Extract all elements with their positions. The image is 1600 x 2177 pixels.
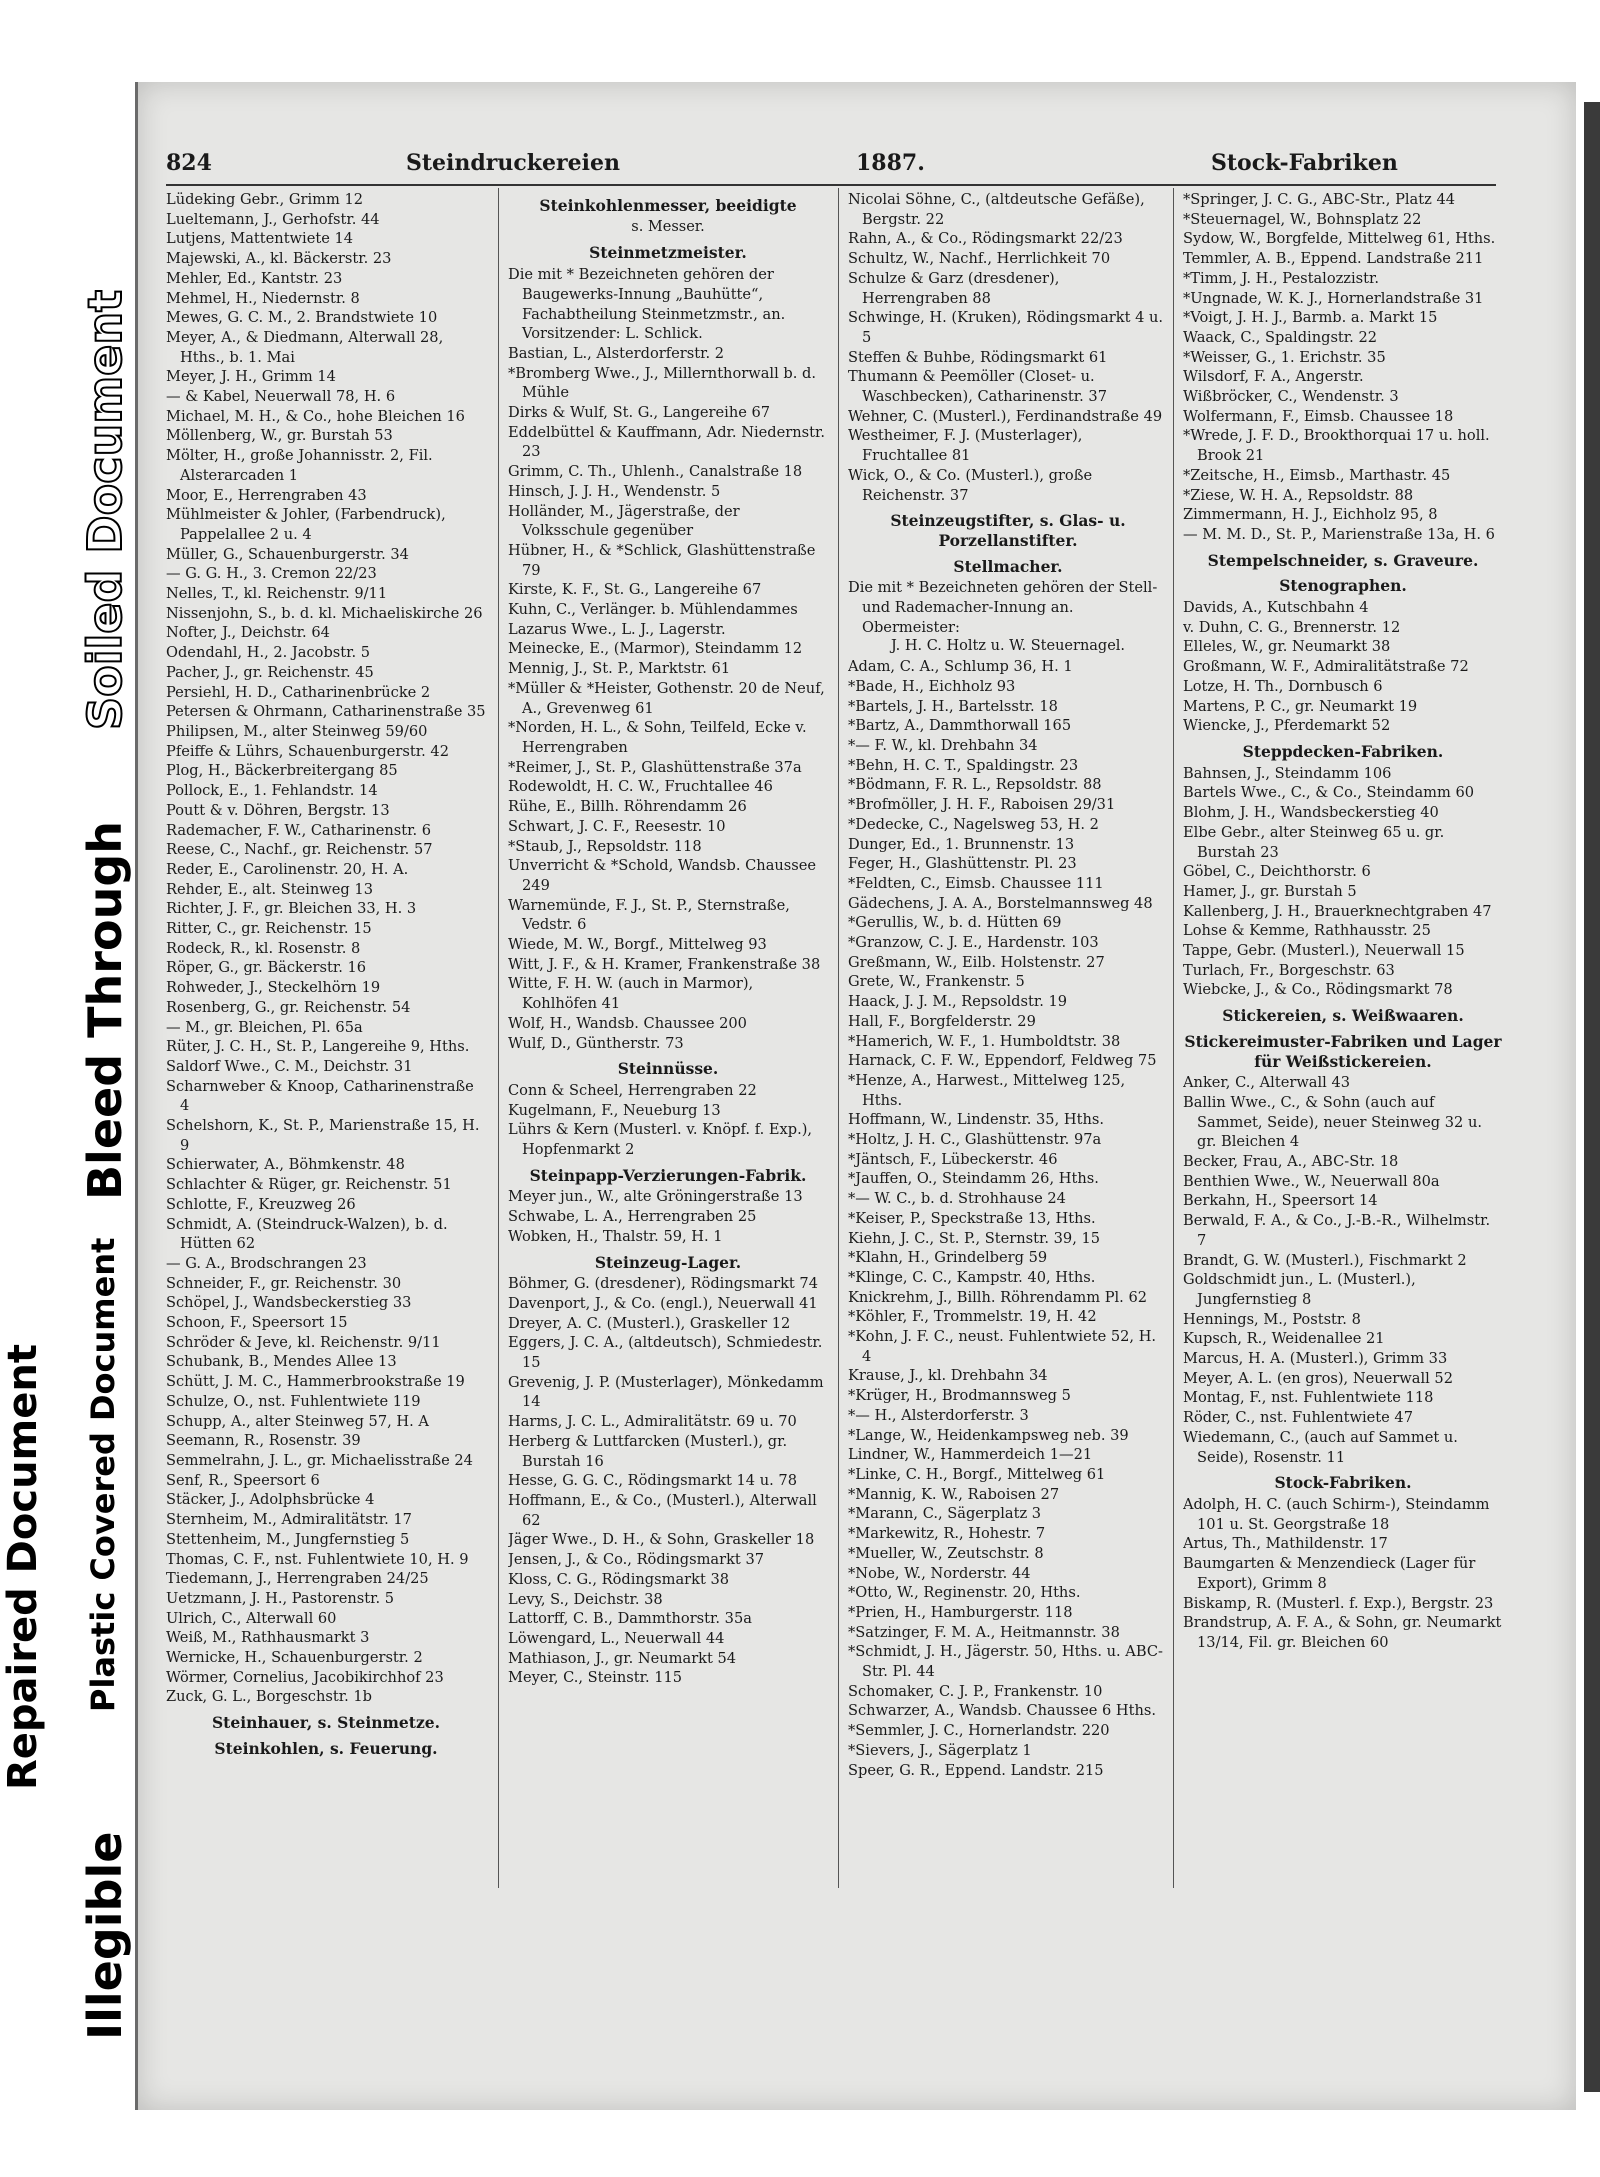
directory-entry: Temmler, A. B., Eppend. Landstraße 211 [1183, 250, 1484, 268]
directory-entry: Meyer, C., Steinstr. 115 [508, 1669, 683, 1687]
directory-entry: *Mueller, W., Zeutschstr. 8 [848, 1544, 1044, 1562]
directory-entry: Wißbröcker, C., Wendenstr. 3 [1183, 388, 1399, 406]
directory-entry: Wick, O., & Co. (Musterl.), große Reichenstr. 37 [848, 466, 1093, 504]
directory-entry: Lattorff, C. B., Dammthorstr. 35a [508, 1610, 752, 1628]
directory-entry: *Köhler, F., Trommelstr. 19, H. 42 [848, 1308, 1097, 1326]
directory-entry: Schöpel, J., Wandsbeckerstieg 33 [166, 1294, 412, 1312]
directory-entry: *Steuernagel, W., Bohnsplatz 22 [1183, 210, 1422, 228]
directory-entry: Kiehn, J. C., St. P., Sternstr. 39, 15 [848, 1229, 1101, 1247]
section-heading: Steinzeug-Lager. [594, 1252, 742, 1272]
directory-entry: Moor, E., Herrengraben 43 [166, 486, 367, 504]
directory-entry: *Bartz, A., Dammthorwall 165 [848, 717, 1072, 735]
section-heading: Stock-Fabriken. [1274, 1473, 1412, 1493]
directory-entry: *Semmler, J. C., Hornerlandstr. 220 [848, 1722, 1110, 1740]
directory-entry: *Jäntsch, F., Lübeckerstr. 46 [848, 1150, 1058, 1168]
directory-entry: — G. G. H., 3. Cremon 22/23 [166, 565, 377, 583]
directory-entry: *Brofmöller, J. H. F., Raboisen 29/31 [848, 796, 1116, 814]
directory-entry: *Voigt, J. H. J., Barmb. a. Markt 15 [1183, 309, 1438, 327]
directory-entry: Wolfermann, F., Eimsb. Chaussee 18 [1183, 407, 1454, 425]
directory-entry: — M. M. D., St. P., Marienstraße 13a, H. 6 [1183, 525, 1495, 543]
directory-entry: *Granzow, C. J. E., Hardenstr. 103 [848, 934, 1099, 952]
directory-entry: Haack, J. J. M., Repsoldstr. 19 [848, 993, 1068, 1011]
directory-entry: Schütt, J. M. C., Hammerbrookstraße 19 [166, 1373, 465, 1391]
directory-entry: Wulf, D., Güntherstr. 73 [508, 1034, 684, 1052]
directory-entry: *Klinge, C. C., Kampstr. 40, Hths. [848, 1268, 1096, 1286]
directory-entry: Lueltemann, J., Gerhofstr. 44 [166, 210, 380, 228]
directory-entry: Pfeiffe & Lührs, Schauenburgerstr. 42 [166, 742, 449, 760]
directory-entry: Kirste, K. F., St. G., Langereihe 67 [508, 581, 762, 599]
directory-entry: Gädechens, J. A. A., Borstelmannsweg 48 [848, 894, 1153, 912]
directory-entry: *Nobe, W., Norderstr. 44 [848, 1564, 1031, 1582]
directory-entry: Nissenjohn, S., b. d. kl. Michaeliskirche 26 [166, 604, 483, 622]
directory-entry: Lazarus Wwe., L. J., Lagerstr. [508, 620, 726, 638]
directory-entry: *Markewitz, R., Hohestr. 7 [848, 1525, 1046, 1543]
directory-entry: Michael, M. H., & Co., hohe Bleichen 16 [166, 407, 465, 425]
directory-entry: Bastian, L., Alsterdorferstr. 2 [508, 344, 725, 362]
directory-entry: *Keiser, P., Speckstraße 13, Hths. [848, 1209, 1096, 1227]
section-heading: Steinkohlen, s. Feuerung. [214, 1738, 438, 1758]
directory-entry: Petersen & Ohrmann, Catharinenstraße 35 [166, 703, 486, 721]
directory-entry: Brandstrup, A. F. A., & Sohn, gr. Neumarkt 13/14, Fil. gr. Bleichen 60 [1183, 1614, 1502, 1651]
section-heading: Steinpapp-Verzierungen-Fabrik. [529, 1165, 807, 1185]
directory-entry: *Hamerich, W. F., 1. Humboldtstr. 38 [848, 1032, 1121, 1050]
section-heading: Steinhauer, s. Steinmetze. [211, 1713, 441, 1733]
directory-entry: Pacher, J., gr. Reichenstr. 45 [166, 663, 374, 681]
directory-entry: Unverricht & *Schold, Wandsb. Chaussee 249 [508, 857, 817, 894]
directory-entry: *Klahn, H., Grindelberg 59 [848, 1249, 1048, 1267]
directory-entry: Wörmer, Cornelius, Jacobikirchhof 23 [166, 1668, 444, 1686]
directory-entry: Röper, G., gr. Bäckerstr. 16 [166, 959, 367, 977]
directory-entry: Jäger Wwe., D. H., & Sohn, Graskeller 18 [508, 1531, 815, 1549]
directory-entry: Schulze, O., nst. Fuhlentwiete 119 [166, 1392, 421, 1410]
directory-entry: Elleles, W., gr. Neumarkt 38 [1183, 638, 1391, 656]
directory-entry: Davids, A., Kutschbahn 4 [1183, 599, 1369, 617]
directory-entry: Schelshorn, K., St. P., Marienstraße 15, H. 9 [166, 1117, 480, 1154]
directory-entry: Schoon, F., Speersort 15 [166, 1314, 348, 1332]
directory-entry: Lührs & Kern (Musterl. v. Knöpf. f. Exp.), Hopfenmarkt 2 [508, 1121, 813, 1159]
section-heading: Steinkohlenmesser, beeidigte [539, 196, 797, 215]
directory-entry: Grete, W., Frankenstr. 5 [848, 973, 1025, 991]
directory-entry: Schierwater, A., Böhmkenstr. 48 [166, 1156, 405, 1174]
directory-entry: Biskamp, R. (Musterl. f. Exp.), Bergstr. 23 [1183, 1594, 1494, 1612]
directory-entry: Dreyer, A. C. (Musterl.), Graskeller 12 [508, 1314, 791, 1332]
directory-entry: Meyer, A., & Diedmann, Alterwall 28, Hths., b. 1. Mai [166, 328, 444, 366]
directory-entry: Sternheim, M., Admiralitätstr. 17 [166, 1511, 412, 1529]
directory-entry: Rohweder, J., Steckelhörn 19 [166, 979, 381, 997]
directory-entry: Westheimer, F. J. (Musterlager), Fruchtallee 81 [848, 427, 1083, 465]
directory-entry: Majewski, A., kl. Bäckerstr. 23 [166, 250, 392, 268]
directory-entry: Röder, C., nst. Fuhlentwiete 47 [1183, 1409, 1413, 1427]
directory-entry: Weiß, M., Rathhausmarkt 3 [166, 1629, 370, 1647]
directory-entry: Hoffmann, W., Lindenstr. 35, Hths. [848, 1111, 1104, 1129]
directory-entry: Philipsen, M., alter Steinweg 59/60 [166, 722, 428, 740]
directory-entry: Kupsch, R., Weidenallee 21 [1183, 1330, 1385, 1348]
column-divider [498, 188, 499, 1888]
directory-entry: Odendahl, H., 2. Jacobstr. 5 [166, 644, 371, 662]
directory-entry: Hinsch, J. J. H., Wendenstr. 5 [508, 482, 721, 500]
directory-entry: Rosenberg, G., gr. Reichenstr. 54 [166, 998, 411, 1016]
directory-entry: *Gerullis, W., b. d. Hütten 69 [848, 914, 1062, 932]
directory-entry: Schwart, J. C. F., Reesestr. 10 [508, 817, 726, 835]
directory-entry: Reder, E., Carolinenstr. 20, H. A. [166, 860, 409, 878]
directory-entry: Rahn, A., & Co., Rödingsmarkt 22/23 [848, 230, 1123, 248]
directory-entry: Levy, S., Deichstr. 38 [508, 1590, 663, 1608]
directory-entry: Davenport, J., & Co. (engl.), Neuerwall 41 [508, 1294, 818, 1312]
directory-entry: Marcus, H. A. (Musterl.), Grimm 33 [1183, 1350, 1448, 1368]
directory-entry: Löwengard, L., Neuerwall 44 [508, 1629, 725, 1647]
directory-entry: Eggers, J. C. A., (altdeutsch), Schmiedestr. 15 [508, 1334, 823, 1372]
directory-entry: Schulze & Garz (dresdener), Herrengraben 88 [848, 269, 1060, 307]
directory-entry: *Mannig, K. W., Raboisen 27 [848, 1485, 1060, 1503]
directory-entry: Harnack, C. F. W., Eppendorf, Feldweg 75 [848, 1052, 1157, 1070]
column-3 [848, 190, 1168, 1780]
scanned-page [135, 82, 1576, 2110]
directory-entry: Feger, H., Glashüttenstr. Pl. 23 [848, 855, 1077, 873]
directory-entry: Grevenig, J. P. (Musterlager), Mönkedamm 14 [508, 1373, 824, 1411]
directory-entry: *Feldten, C., Eimsb. Chaussee 111 [848, 874, 1104, 892]
label-soiled-document: Soiled Document [78, 289, 132, 730]
directory-entry: Seemann, R., Rosenstr. 39 [166, 1432, 361, 1450]
directory-entry: Ulrich, C., Alterwall 60 [166, 1609, 337, 1627]
directory-entry: Reese, C., Nachf., gr. Reichenstr. 57 [166, 841, 433, 859]
directory-entry: Ballin Wwe., C., & Sohn (auch auf Sammet, Seide), neuer Steinweg 32 u. gr. Bleichen 4 [1183, 1093, 1483, 1151]
directory-entry: Conn & Scheel, Herrengraben 22 [508, 1081, 757, 1099]
directory-entry: Berwald, F. A., & Co., J.-B.-R., Wilhelmstr. 7 [1183, 1212, 1491, 1249]
directory-entry: Nicolai Söhne, C., (altdeutsche Gefäße), Bergstr. 22 [848, 191, 1145, 228]
directory-entry: *Sievers, J., Sägerplatz 1 [848, 1741, 1032, 1759]
directory-entry: Krause, J., kl. Drehbahn 34 [848, 1367, 1048, 1385]
directory-entry: Baumgarten & Menzendieck (Lager für Export), Grimm 8 [1183, 1555, 1476, 1592]
directory-entry: Ritter, C., gr. Reichenstr. 15 [166, 920, 372, 938]
directory-entry: Mehler, Ed., Kantstr. 23 [166, 269, 343, 287]
directory-entry: Hoffmann, E., & Co., (Musterl.), Alterwall 62 [508, 1492, 817, 1529]
directory-entry: Meinecke, E., (Marmor), Steindamm 12 [508, 640, 803, 658]
directory-entry: Wobken, H., Thalstr. 59, H. 1 [508, 1227, 723, 1245]
directory-entry: Plog, H., Bäckerbreitergang 85 [166, 762, 398, 780]
directory-entry: *Dedecke, C., Nagelsweg 53, H. 2 [848, 815, 1099, 833]
directory-entry: *Norden, H. L., & Sohn, Teilfeld, Ecke v. Herrengraben [508, 719, 807, 756]
directory-entry: Schröder & Jeve, kl. Reichenstr. 9/11 [166, 1333, 441, 1351]
directory-entry: Persiehl, H. D., Catharinenbrücke 2 [166, 683, 431, 701]
directory-entry: Hennings, M., Poststr. 8 [1183, 1310, 1361, 1328]
directory-entry: Dirks & Wulf, St. G., Langereihe 67 [508, 404, 771, 422]
page-edge-shadow [1584, 102, 1600, 2092]
directory-entry: Nofter, J., Deichstr. 64 [166, 624, 330, 642]
directory-entry: Mehmel, H., Niedernstr. 8 [166, 289, 360, 307]
directory-entry: Jensen, J., & Co., Rödingsmarkt 37 [508, 1551, 765, 1569]
directory-entry: *Henze, A., Harwest., Mittelweg 125, Hths. [848, 1071, 1126, 1109]
directory-entry: Schwarzer, A., Wandsb. Chaussee 6 Hths. [848, 1702, 1157, 1720]
directory-entry: Lutjens, Mattentwiete 14 [166, 230, 354, 248]
header-left-title: Steindruckereien [406, 150, 620, 176]
directory-entry: *Bartels, J. H., Bartelsstr. 18 [848, 697, 1058, 715]
directory-entry: Schomaker, C. J. P., Frankenstr. 10 [848, 1682, 1103, 1700]
directory-entry: Berkahn, H., Speersort 14 [1183, 1192, 1378, 1210]
directory-entry: Hübner, H., & *Schlick, Glashüttenstraße 79 [508, 541, 816, 579]
directory-entry: Grimm, C. Th., Uhlenh., Canalstraße 18 [508, 463, 803, 481]
directory-entry: *Weisser, G., 1. Erichstr. 35 [1183, 348, 1386, 366]
directory-entry: Thomas, C. F., nst. Fuhlentwiete 10, H. 9 [166, 1550, 469, 1568]
directory-entry: — G. A., Brodschrangen 23 [166, 1254, 367, 1272]
directory-entry: Schmidt, A. (Steindruck-Walzen), b. d. Hütten 62 [166, 1215, 448, 1253]
directory-entry: Lüdeking Gebr., Grimm 12 [166, 191, 364, 208]
directory-entry: Speer, G. R., Eppend. Landstr. 215 [848, 1761, 1104, 1779]
directory-entry: Witt, J. F., & H. Kramer, Frankenstraße 38 [508, 955, 821, 973]
directory-entry: Greßmann, W., Eilb. Holstenstr. 27 [848, 953, 1105, 971]
directory-entry: *Prien, H., Hamburgerstr. 118 [848, 1603, 1073, 1621]
directory-entry: *— H., Alsterdorferstr. 3 [848, 1406, 1029, 1424]
directory-entry: Meyer, J. H., Grimm 14 [166, 368, 336, 386]
column-1 [166, 190, 486, 1761]
directory-entry: Schwabe, L. A., Herrengraben 25 [508, 1208, 757, 1226]
directory-entry: Schlotte, F., Kreuzweg 26 [166, 1195, 356, 1213]
directory-entry: Tappe, Gebr. (Musterl.), Neuerwall 15 [1183, 942, 1465, 960]
directory-entry: Artus, Th., Mathildenstr. 17 [1183, 1535, 1388, 1553]
directory-entry: Stäcker, J., Adolphsbrücke 4 [166, 1491, 375, 1509]
directory-entry: Adolph, H. C. (auch Schirm-), Steindamm 101 u. St. Georgstraße 18 [1183, 1496, 1490, 1533]
directory-entry: *Marann, C., Sägerplatz 3 [848, 1505, 1042, 1523]
section-heading: Stenographen. [1279, 576, 1407, 596]
directory-entry: Müller, G., Schauenburgerstr. 34 [166, 545, 409, 563]
directory-entry: Montag, F., nst. Fuhlentwiete 118 [1183, 1389, 1434, 1407]
directory-entry: Hall, F., Borgfelderstr. 29 [848, 1012, 1036, 1030]
directory-entry: *Lange, W., Heidenkampsweg neb. 39 [848, 1426, 1129, 1444]
directory-entry: Rademacher, F. W., Catharinenstr. 6 [166, 821, 432, 839]
directory-entry: *Behn, H. C. T., Spaldingstr. 23 [848, 756, 1079, 774]
directory-entry: Brandt, G. W. (Musterl.), Fischmarkt 2 [1183, 1251, 1467, 1269]
directory-entry: Möllenberg, W., gr. Burstah 53 [166, 427, 393, 445]
directory-entry: Bahnsen, J., Steindamm 106 [1183, 764, 1392, 782]
directory-entry: Schneider, F., gr. Reichenstr. 30 [166, 1274, 402, 1292]
directory-entry: *Ziese, W. H. A., Repsoldstr. 88 [1183, 486, 1414, 504]
section-heading: Stickereimuster-Fabriken und Lager für Weißstickereien. [1184, 1031, 1502, 1071]
directory-entry: Saldorf Wwe., C. M., Deichstr. 31 [166, 1057, 413, 1075]
directory-entry: Wiedemann, C., (auch auf Sammet u. Seide), Rosenstr. 11 [1183, 1428, 1458, 1466]
directory-entry: Mühlmeister & Johler, (Farbendruck), Pappelallee 2 u. 4 [166, 506, 446, 543]
section-heading: Stickereien, s. Weißwaaren. [1222, 1006, 1464, 1026]
directory-entry: *Satzinger, F. M. A., Heitmannstr. 38 [848, 1623, 1120, 1641]
directory-entry: *Bromberg Wwe., J., Millernthorwall b. d. Mühle [508, 364, 816, 402]
directory-entry: Becker, Frau, A., ABC-Str. 18 [1183, 1153, 1399, 1171]
header-year: 1887. [856, 150, 925, 176]
directory-entry: Wiebcke, J., & Co., Rödingsmarkt 78 [1183, 981, 1453, 999]
page-number: 824 [166, 150, 212, 176]
directory-entry: *Staub, J., Repsoldstr. 118 [508, 837, 702, 855]
directory-entry: *Bödmann, F. R. L., Repsoldstr. 88 [848, 776, 1102, 794]
directory-entry: Kugelmann, F., Neueburg 13 [508, 1101, 721, 1119]
directory-entry: Witte, F. H. W. (auch in Marmor), Kohlhöfen 41 [508, 975, 754, 1013]
directory-entry: v. Duhn, C. G., Brennerstr. 12 [1183, 618, 1401, 636]
section-heading: Stellmacher. [953, 556, 1063, 576]
column-divider [838, 188, 839, 1888]
directory-entry: Pollock, E., 1. Fehlandstr. 14 [166, 782, 378, 800]
directory-entry: Schultz, W., Nachf., Herrlichkeit 70 [848, 250, 1111, 268]
directory-entry: Schwinge, H. (Kruken), Rödingsmarkt 4 u. 5 [848, 309, 1164, 346]
directory-entry: Kloss, C. G., Rödingsmarkt 38 [508, 1570, 730, 1588]
directory-entry: Hamer, J., gr. Burstah 5 [1183, 882, 1357, 900]
directory-entry: Poutt & v. Döhren, Bergstr. 13 [166, 801, 390, 819]
directory-entry: *Linke, C. H., Borgf., Mittelweg 61 [848, 1466, 1106, 1483]
column-2 [508, 190, 828, 1688]
directory-entry: *Krüger, H., Brodmannsweg 5 [848, 1387, 1071, 1405]
directory-entry: *Holtz, J. H. C., Glashüttenstr. 97a [848, 1131, 1102, 1149]
directory-entry: Lindner, W., Hammerdeich 1—21 [848, 1446, 1093, 1464]
directory-entry: *Reimer, J., St. P., Glashüttenstraße 37a [508, 758, 802, 776]
section-heading: Stempelschneider, s. Graveure. [1207, 550, 1479, 570]
directory-entry: Semmelrahn, J. L., gr. Michaelisstraße 24 [166, 1452, 473, 1469]
directory-entry: Steffen & Buhbe, Rödingsmarkt 61 [848, 348, 1108, 366]
directory-entry: Mennig, J., St. P., Marktstr. 61 [508, 660, 731, 678]
directory-entry: *Springer, J. C. G., ABC-Str., Platz 44 [1183, 191, 1456, 208]
section-heading: Steinzeugstifter, s. Glas- u. Porzellanstifter. [890, 511, 1126, 550]
directory-entry: Schupp, A., alter Steinweg 57, H. A [166, 1412, 429, 1430]
section-note: J. H. C. Holtz u. W. Steuernagel. [890, 638, 1126, 655]
directory-entry: Rehder, E., alt. Steinweg 13 [166, 880, 373, 898]
side-label-strip [0, 0, 138, 2177]
section-heading: Steinnüsse. [617, 1059, 719, 1079]
directory-entry: Großmann, W. F., Admiralitätstraße 72 [1183, 658, 1469, 676]
directory-entry: Martens, P. C., gr. Neumarkt 19 [1183, 697, 1418, 715]
directory-entry: *— W. C., b. d. Strohhause 24 [848, 1190, 1066, 1208]
directory-entry: Kuhn, C., Verlänger. b. Mühlendammes [508, 601, 798, 619]
directory-entry: Warnemünde, F. J., St. P., Sternstraße, Vedstr. 6 [508, 896, 790, 934]
directory-entry: — & Kabel, Neuerwall 78, H. 6 [166, 388, 396, 406]
directory-entry: Dunger, Ed., 1. Brunnenstr. 13 [848, 835, 1075, 853]
directory-entry: Wiencke, J., Pferdemarkt 52 [1183, 717, 1391, 735]
directory-entry: *— F. W., kl. Drehbahn 34 [848, 736, 1038, 754]
directory-entry: *Kohn, J. F. C., neust. Fuhlentwiete 52, H. 4 [848, 1328, 1157, 1365]
column-4 [1183, 190, 1503, 1653]
directory-entry: Kallenberg, J. H., Brauerknechtgraben 47 [1183, 902, 1492, 920]
directory-entry: *Wrede, J. F. D., Brookthorquai 17 u. holl. Brook 21 [1183, 427, 1490, 465]
section-note: s. Messer. [631, 218, 705, 235]
directory-entry: Mölter, H., große Johannisstr. 2, Fil. Alsterarcaden 1 [166, 447, 433, 484]
directory-entry: Wehner, C. (Musterl.), Ferdinandstraße 49 [848, 407, 1163, 425]
directory-entry: *Ungnade, W. K. J., Hornerlandstraße 31 [1183, 289, 1484, 307]
directory-entry: Rodeck, R., kl. Rosenstr. 8 [166, 939, 361, 957]
directory-entry: Hesse, G. G. C., Rödingsmarkt 14 u. 78 [508, 1472, 797, 1490]
label-bleed-through: Bleed Through [78, 820, 132, 1200]
directory-entry: Adam, C. A., Schlump 36, H. 1 [848, 658, 1073, 676]
directory-entry: Böhmer, G. (dresdener), Rödingsmarkt 74 [508, 1275, 818, 1293]
directory-entry: Blohm, J. H., Wandsbeckerstieg 40 [1183, 804, 1439, 822]
directory-entry: Schubank, B., Mendes Allee 13 [166, 1353, 397, 1371]
directory-entry: *Zeitsche, H., Eimsb., Marthastr. 45 [1183, 466, 1451, 484]
label-repaired-document: Repaired Document [0, 1344, 46, 1790]
directory-entry: Bartels Wwe., C., & Co., Steindamm 60 [1183, 784, 1475, 802]
directory-entry: *Müller & *Heister, Gothenstr. 20 de Neuf, A., Grevenweg 61 [508, 679, 825, 717]
directory-entry: — M., gr. Bleichen, Pl. 65a [166, 1018, 363, 1036]
directory-entry: Wiede, M. W., Borgf., Mittelweg 93 [508, 936, 767, 954]
directory-entry: Eddelbüttel & Kauffmann, Adr. Niedernstr. 23 [508, 423, 825, 461]
directory-entry: Tiedemann, J., Herrengraben 24/25 [166, 1570, 429, 1588]
directory-entry: Anker, C., Alterwall 43 [1183, 1074, 1351, 1092]
directory-entry: Die mit * Bezeichneten gehören der Stell- und Rademacher-Innung an. Obermeister: [848, 579, 1158, 636]
directory-entry: Rodewoldt, H. C. W., Fruchtallee 46 [508, 778, 773, 796]
directory-entry: Lohse & Kemme, Rathhausstr. 25 [1183, 922, 1431, 940]
directory-entry: Nelles, T., kl. Reichenstr. 9/11 [166, 585, 388, 603]
directory-entry: Knickrehm, J., Billh. Röhrendamm Pl. 62 [848, 1288, 1148, 1306]
directory-entry: Goldschmidt jun., L. (Musterl.), Jungfernstieg 8 [1183, 1271, 1416, 1308]
directory-entry: Mewes, G. C. M., 2. Brandstwiete 10 [166, 309, 438, 327]
label-illegible: Illegible [78, 1831, 132, 2040]
directory-entry: Turlach, Fr., Borgeschstr. 63 [1183, 961, 1395, 979]
directory-entry: Wolf, H., Wandsb. Chaussee 200 [508, 1014, 747, 1032]
directory-entry: *Schmidt, J. H., Jägerstr. 50, Hths. u. ABC-Str. Pl. 44 [848, 1643, 1163, 1681]
directory-entry: Benthien Wwe., W., Neuerwall 80a [1183, 1172, 1440, 1190]
directory-entry: Meyer jun., W., alte Gröningerstraße 13 [508, 1188, 803, 1206]
section-heading: Steinmetzmeister. [589, 243, 747, 263]
column-divider [1173, 188, 1174, 1888]
directory-entry: Waack, C., Spaldingstr. 22 [1183, 328, 1378, 346]
directory-entry: Thumann & Peemöller (Closet- u. Waschbecken), Catharinenstr. 37 [848, 368, 1107, 406]
directory-entry: Richter, J. F., gr. Bleichen 33, H. 3 [166, 900, 417, 918]
directory-entry: Die mit * Bezeichneten gehören der Baugewerks-Innung „Bauhütte“, Fachabtheilung Steinmetzmstr., an. Vorsitzender: L. Schlick. [508, 266, 786, 343]
directory-entry: Wernicke, H., Schauenburgerstr. 2 [166, 1649, 423, 1667]
directory-entry: *Timm, J. H., Pestalozzistr. [1183, 269, 1380, 287]
label-plastic-covered-document: Plastic Covered Document [84, 1237, 122, 1712]
directory-entry: Elbe Gebr., alter Steinweg 65 u. gr. Burstah 23 [1183, 823, 1445, 861]
directory-entry: Holländer, M., Jägerstraße, der Volksschule gegenüber [508, 502, 740, 540]
header-right-title: Stock-Fabriken [1211, 150, 1398, 176]
directory-entry: *Bade, H., Eichholz 93 [848, 677, 1016, 695]
directory-entry: Lotze, H. Th., Dornbusch 6 [1183, 677, 1383, 695]
directory-entry: Mathiason, J., gr. Neumarkt 54 [508, 1649, 737, 1667]
directory-entry: Harms, J. C. L., Admiralitätstr. 69 u. 70 [508, 1413, 797, 1431]
directory-entry: Meyer, A. L. (en gros), Neuerwall 52 [1183, 1369, 1453, 1387]
directory-entry: Zuck, G. L., Borgeschstr. 1b [166, 1688, 373, 1706]
section-heading: Steppdecken-Fabriken. [1242, 741, 1444, 761]
directory-entry: Schlachter & Rüger, gr. Reichenstr. 51 [166, 1176, 452, 1194]
directory-entry: *Jauffen, O., Steindamm 26, Hths. [848, 1170, 1099, 1188]
directory-entry: *Otto, W., Reginenstr. 20, Hths. [848, 1584, 1081, 1602]
directory-entry: Rüter, J. C. H., St. P., Langereihe 9, Hths. [166, 1038, 470, 1056]
directory-entry: Zimmermann, H. J., Eichholz 95, 8 [1183, 506, 1438, 524]
directory-entry: Uetzmann, J. H., Pastorenstr. 5 [166, 1589, 395, 1607]
directory-entry: Sydow, W., Borgfelde, Mittelweg 61, Hths. [1183, 230, 1496, 248]
directory-entry: Scharnweber & Knoop, Catharinenstraße 4 [166, 1077, 474, 1115]
directory-entry: Göbel, C., Deichthorstr. 6 [1183, 863, 1371, 881]
header-rule [166, 184, 1496, 186]
directory-entry: Stettenheim, M., Jungfernstieg 5 [166, 1530, 410, 1548]
directory-entry: Rühe, E., Billh. Röhrendamm 26 [508, 798, 747, 816]
directory-entry: Herberg & Luttfarcken (Musterl.), gr. Burstah 16 [508, 1432, 788, 1470]
directory-entry: Wilsdorf, F. A., Angerstr. [1183, 368, 1364, 386]
directory-entry: Senf, R., Speersort 6 [166, 1471, 320, 1489]
